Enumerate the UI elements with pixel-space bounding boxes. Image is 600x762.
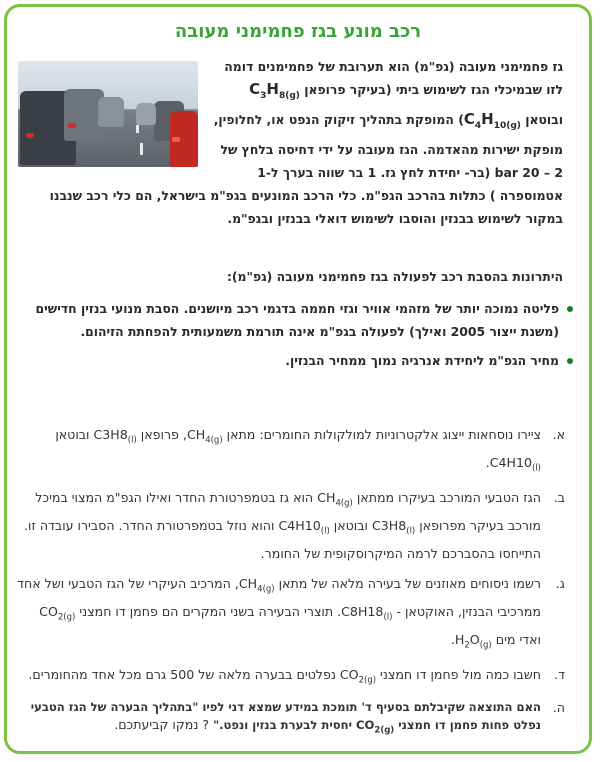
question-d: ד. חשבו כמה מול פחמן דו חמצני $CO_{2(g)}$ נפלטים בבערה מלאה של 500 גרם מכל אחד מהחומרים. [17, 664, 565, 692]
question-label: ה. [552, 699, 565, 715]
question-b: ב. הגז הטבעי המורכב בעיקרו ממתאן $CH_{4(g)}$ הוא גז בטמפרטורת החדר ואילו הגפ"מ המצוי במיכל מורכב בעיקר מפרופאן $C3H8_{(l)}$ ובוטאן $C4H10_{(l)}$ והוא נוזל בטמפרטורת החדר. הסבירו עובדה זו. התייחסו בהסברכם לרמה המיקרוסקופית של החומר. [17, 487, 565, 566]
advantages-title: היתרונות בהסבת רכב לפעולה בגז פחמימני מעובה (גפ"מ): [226, 269, 563, 284]
question-a: א. ציירו נוסחאות ייצוג אלקטרוניות למולקולות החומרים: מתאן $CH_{4(g)}$, פרופאן $C3H8_{(l)}$ ובוטאן $C4H10_{(l)}$. [17, 424, 565, 480]
propane-formula: $C_3H_{8(g)}$ [249, 80, 300, 101]
bullet-icon [567, 358, 573, 364]
list-item: מחיר הגפ"מ ליחידת אנרגיה נמוך ממחיר הבנזין. [13, 349, 575, 372]
question-label: ד. [554, 666, 565, 682]
question-e: ה. האם התוצאה שקיבלתם בסעיף ד' תומכת במידע שמצא דני לפיו "בתהליך הבערה של הגז הטבעי נפלט פחות פחמן דו חמצני $CO_{2(g)}$ יחסית לבערת בנזין ונפט." ? נמקו קביעתכם. [30, 699, 565, 735]
question-label: א. [552, 427, 565, 442]
page-title: רכב מונע בגז פחמימני מעובה [174, 21, 422, 42]
question-label: ג. [555, 575, 565, 591]
questions-list [17, 424, 565, 746]
intro-text-2: ובוטאן [520, 112, 563, 127]
intro-paragraph [18, 55, 563, 230]
question-c: ג. רשמו ניסוחים מאוזנים של בעירה מלאה של מתאן $CH_{4(g)}$, המרכיב העיקרי של הגז הטבעי ושל אחד ממרכיבי הבנזין, האוקטאן - $C8H18_{(l)}$. תוצרי הבעירה בשני המקרים הם פחמן דו חמצני $CO_{2(g)}$ ואדי מים $H_2O_{(g)}$. [17, 573, 565, 657]
bullet-icon [567, 306, 573, 312]
advantages-list [13, 297, 575, 378]
butane-formula: $C_4H_{10(g)}$ [463, 110, 521, 131]
traffic-jam-photo [18, 61, 198, 167]
intro-text-1: גז פחמימני מעובה (גפ"מ) הוא תערובת של פחמימנים דומה לזו שבמיכלי הגז לשימוש ביתי (בעיקר פרופאן [224, 59, 563, 97]
list-item: פליטה נמוכה יותר של מזהמי אוויר וגזי חממה בדגמי רכב מיושנים. הסבת מנועי בנזין חדישים (משנת ייצור 2005 ואילך) לפעולה בגפ"מ אינה תורמת משמעותית להפחתת הזיהום. [13, 297, 575, 343]
intro-text-3: ) המופקת בתהליך זיקוק הנפט או, לחלופין, מופקת ישירות מהאדמה. הגז מעובה על ידי דחיסה בלחץ של 2 – 20 bar (בר- יחידת לחץ גז. 1 בר שווה בערך ל-1 אטמוספרה ) כתלות בהרכב הגפ"מ. כלי הרכב המונעים בגפ"מ בישראל, הם כלי רכב שנבנו במקור לשימוש בבנזין והוסבו לשימוש דואלי בבנזין ובגפ"מ. [49, 112, 563, 226]
question-label: ב. [553, 490, 565, 506]
content-card [4, 4, 592, 754]
